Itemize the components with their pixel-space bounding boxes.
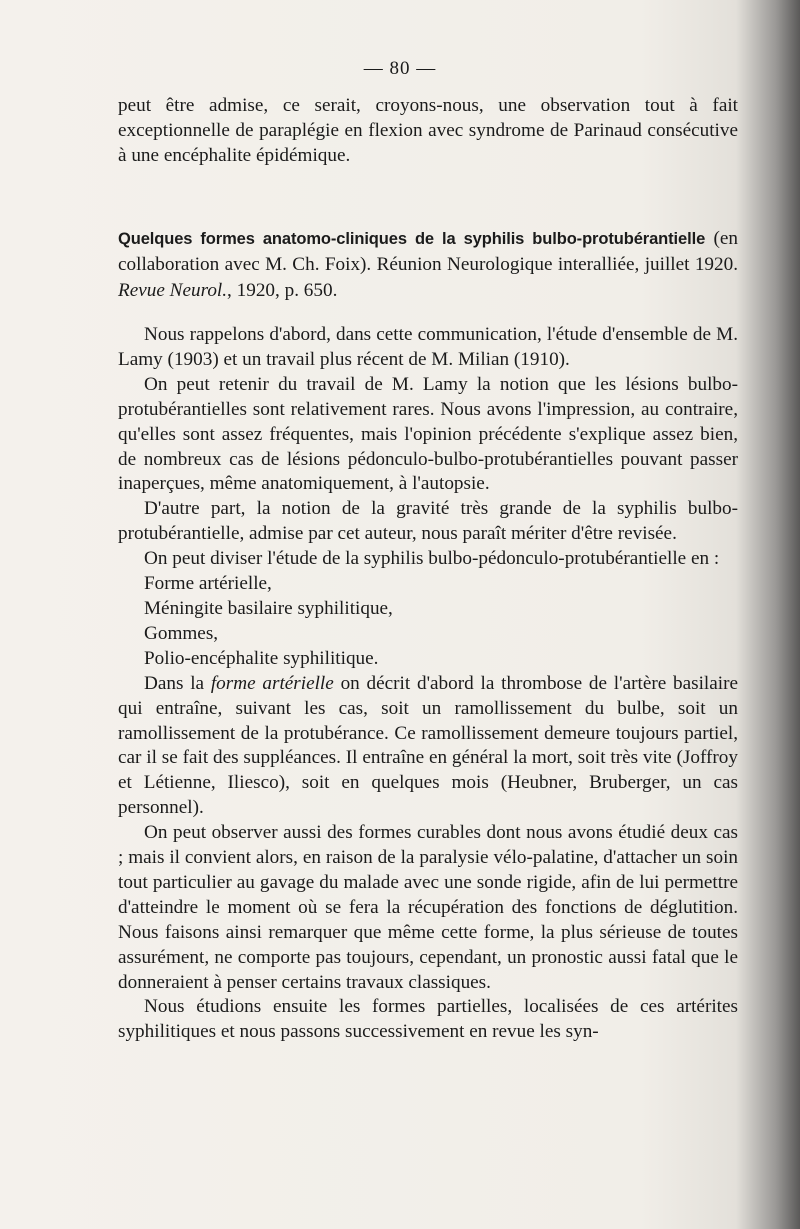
publication-ref: , 1920, p. 650. (227, 280, 338, 301)
paragraph-5-start: Dans la (144, 672, 211, 694)
intro-paragraph: peut être admise, ce serait, croyons-nous, une observation tout à fait exceptionnelle de paraplégie en flexion avec syndrome de Parinaud consécutive à une encéphalite épidémique. (118, 95, 738, 166)
paragraph-5-italic: forme artérielle (210, 672, 334, 694)
publication-journal: Revue Neurol. (118, 280, 228, 301)
publication-title: Quelques formes anatomo-cliniques de la syphilis bulbo-protubérantielle (118, 230, 706, 248)
body-text (118, 323, 738, 1045)
intro-block (118, 94, 738, 169)
list-item-4: Polio-encéphalite syphilitique. (144, 647, 379, 669)
list-item-3: Gommes, (144, 622, 219, 644)
paragraph-1: Nous rappelons d'abord, dans cette communication, l'étude d'ensemble de M. Lamy (1903) et un travail plus récent de M. Milian (1910). (118, 324, 738, 370)
page-number: — 80 — (363, 58, 437, 79)
list-item-1: Forme artérielle, (144, 573, 272, 595)
paragraph-5-rest: on décrit d'abord la thrombose de l'artère basilaire qui entraîne, suivant les cas, soit un ramollissement du bulbe, soit un ramollissement de la protubérance. Ce ramollissement demeure toujours partiel, car il se fait des suppléances. Il entraîne en général la mort, soit très vite (Joffroy et Létienne, Iliesco), soit en quelques mois (Heubner, Bruberger, un cas personnel). (118, 672, 739, 819)
paragraph-7: Nous étudions ensuite les formes partielles, localisées de ces artérites syphilitiques et nous passons successivement en revue les syn- (118, 996, 738, 1043)
paragraph-2: On peut retenir du travail de M. Lamy la notion que les lésions bulbo-protubérantielles sont relativement rares. Nous avons l'impression, au contraire, qu'elles sont assez fréquentes, mais l'opinion précédente s'explique assez bien, de nombreux cas de lésions pédonculo-bulbo-protubérantielles pouvant passer inaperçues, même anatomiquement, à l'autopsie. (118, 373, 738, 495)
list-item-2: Méningite basilaire syphilitique, (144, 597, 393, 619)
publication-collab: (en collaboration avec M. Ch. Foix). Réunion Neurologique interalliée, juillet 1920. (118, 228, 738, 275)
paragraph-5 (118, 672, 738, 821)
paragraph-6: On peut observer aussi des formes curables dont nous avons étudié deux cas ; mais il convient alors, en raison de la paralysie vélo-palatine, d'attacher un soin tout particulier au gavage du malade avec une sonde rigide, afin de lui permettre d'atteindre le moment où se fera la récupération des fonctions de déglutition. Nous faisons ainsi remarquer que même cette forme, la plus sérieuse de toutes assurément, ne comporte pas toujours, cependant, un pronostic aussi fatal que le donneraient à penser certains travaux classiques. (118, 822, 738, 993)
paragraph-3: D'autre part, la notion de la gravité très grande de la syphilis bulbo-protubérantielle, admise par cet auteur, nous paraît mériter d'être revisée. (118, 498, 738, 545)
paragraph-4: On peut diviser l'étude de la syphilis bulbo-pédonculo-protubérantielle en : (144, 548, 720, 570)
publication-reference (118, 226, 738, 304)
